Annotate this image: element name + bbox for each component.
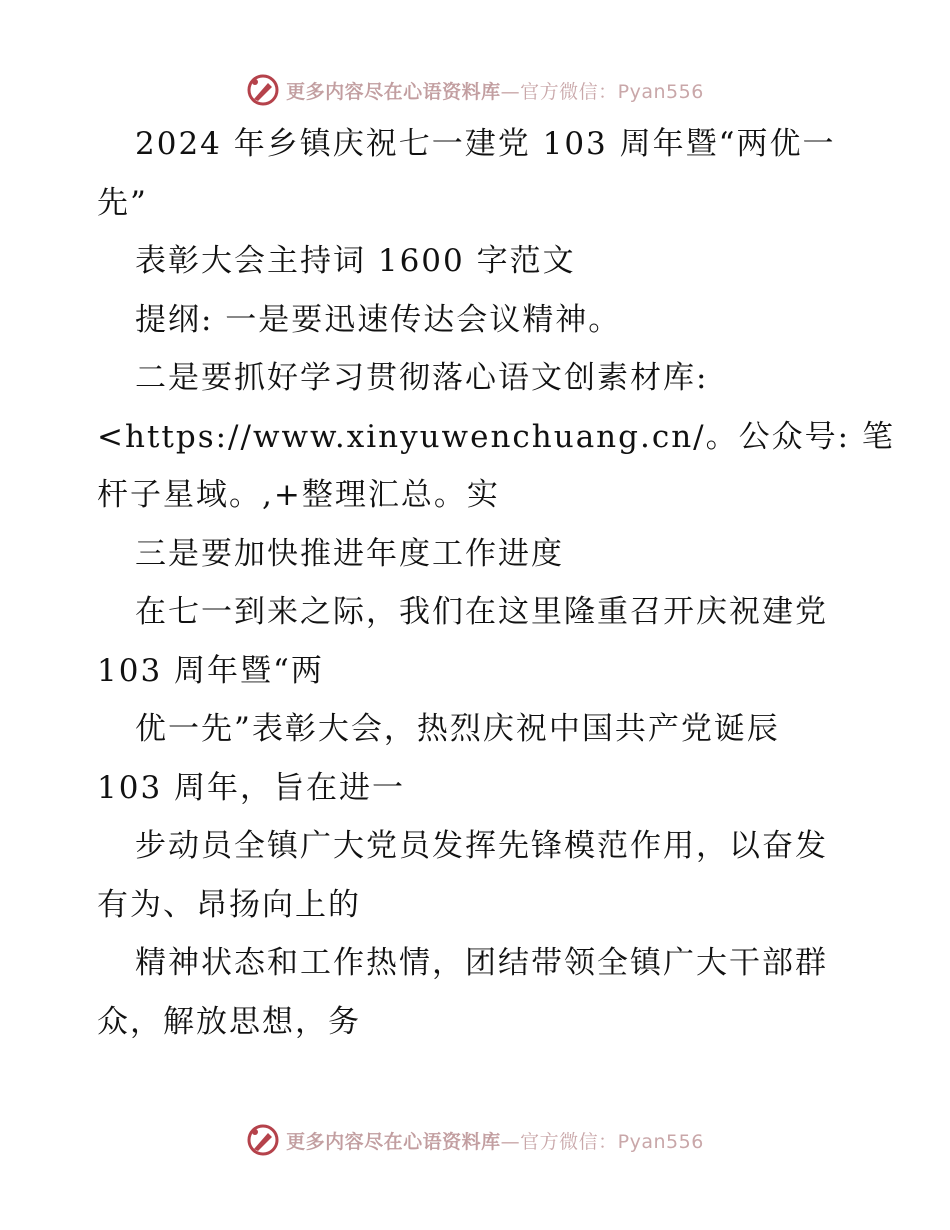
text-line: 在七一到来之际，我们在这里隆重召开庆祝建党: [135, 594, 828, 630]
header-banner: [0, 70, 950, 110]
footer-banner-wechat: 官方微信：Pyan556: [520, 1130, 704, 1153]
text-line: 提纲: 一是要迅速传达会议精神。: [135, 301, 622, 338]
text-line: 杆子星域。,+整理汇总。实: [97, 477, 500, 513]
text-line: 2024 年乡镇庆祝七一建党 103 周年暨“两优一: [135, 126, 836, 162]
text-line: 步动员全镇广大党员发挥先锋模范作用，以奋发: [135, 828, 828, 864]
header-banner-title: 更多内容尽在心语资料库: [286, 80, 501, 103]
text-line: 众，解放思想，务: [97, 1003, 361, 1040]
footer-banner: [0, 1120, 950, 1160]
text-line: 三是要加快推进年度工作进度: [135, 535, 564, 572]
text-line: 有为、昂扬向上的: [97, 886, 361, 923]
text-line: 优一先”表彰大会，热烈庆祝中国共产党诞辰: [135, 711, 780, 747]
text-line: 103 周年暨“两: [97, 652, 324, 689]
text-line: 103 周年，旨在进一: [97, 769, 406, 806]
footer-banner-separator: —: [500, 1130, 521, 1153]
header-banner-separator: —: [500, 80, 521, 103]
text-line: <https://www.xinyuwenchuang.cn/。公众号: 笔: [97, 418, 895, 455]
pen-logo-icon: [246, 1123, 280, 1157]
header-banner-wechat: 官方微信：Pyan556: [520, 80, 704, 103]
text-line: 精神状态和工作热情，团结带领全镇广大干部群: [135, 945, 828, 981]
text-line: 表彰大会主持词 1600 字范文: [135, 243, 576, 279]
document-body: [97, 115, 895, 1051]
header-banner-text: [286, 77, 704, 104]
text-line: 二是要抓好学习贯彻落心语文创素材库:: [135, 360, 709, 396]
footer-banner-title: 更多内容尽在心语资料库: [286, 1130, 501, 1153]
pen-logo-icon: [246, 73, 280, 107]
text-line: 先”: [97, 184, 148, 221]
footer-banner-text: [286, 1127, 704, 1154]
